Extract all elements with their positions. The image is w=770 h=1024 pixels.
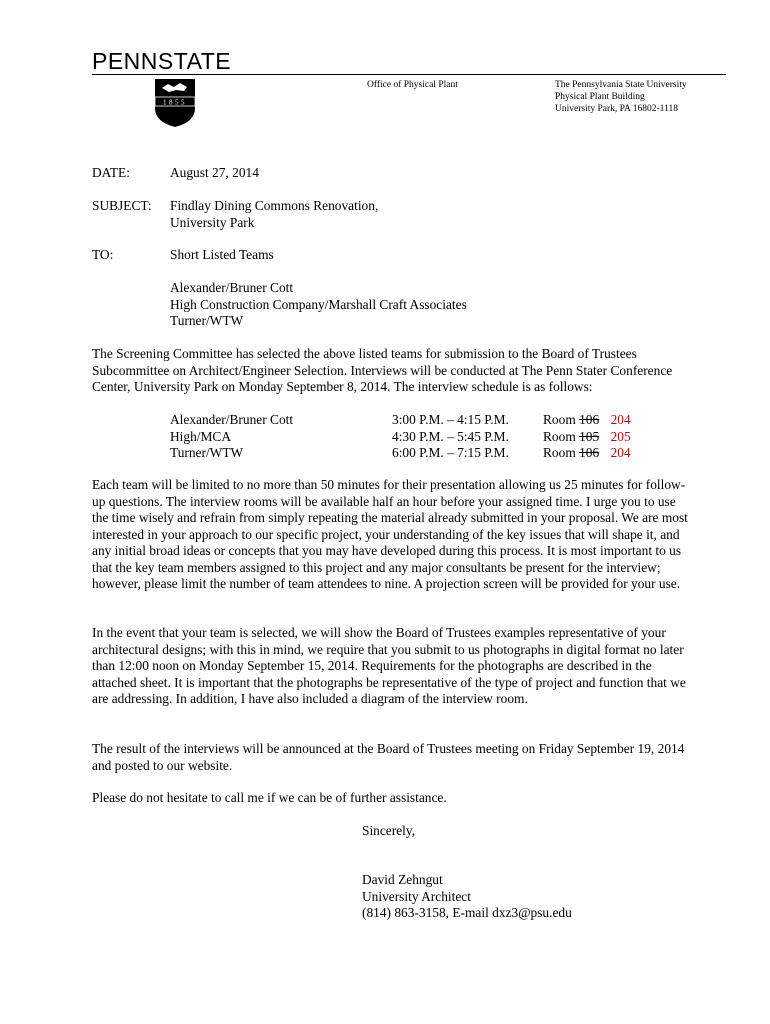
address-line-3: University Park, PA 16802-1118	[555, 104, 678, 114]
results-paragraph: The result of the interviews will be announced at the Board of Trustees meeting on Friday September 19, 2014 and posted to our website.	[92, 741, 685, 773]
date-value: August 27, 2014	[170, 165, 259, 180]
closing: Sincerely,	[362, 823, 416, 838]
new-room-number: 204	[610, 412, 631, 427]
new-room-number: 204	[610, 445, 631, 460]
signature-block	[362, 872, 572, 922]
schedule-room-1	[543, 412, 631, 429]
schedule-time-3: 6:00 P.M. – 7:15 P.M.	[392, 445, 509, 460]
old-room-number: 106	[579, 445, 600, 460]
intro-paragraph: The Screening Committee has selected the above listed teams for submission to the Board of Trustees Subcommittee on Architect/Engineer Selection. Interviews will be conducted at The Penn Stater Conference Center, University Park on Monday September 8, 2014. The interview schedule is as follows:	[92, 346, 673, 394]
schedule-team-1: Alexander/Bruner Cott	[170, 412, 294, 427]
presentation-paragraph: Each team will be limited to no more than 50 minutes for their presentation allowing us 25 minutes for follow-up questions. The interview rooms will be available half an hour before your assigned time. I urge you to use the time wisely and refrain from simply repeating the material already submitted in your proposal. We are most interested in your approach to our specific project, your understanding of the key issues that will shape it, and any initial broad ideas or concepts that you may have developed during this process. It is most important to us that the key team members assigned to this project and any major consultants be present for the interview; however, please limit the number of team attendees to nine. A projection screen will be provided for your use.	[92, 477, 688, 591]
team-item-2: High Construction Company/Marshall Craft Associates	[170, 296, 467, 312]
old-room-number: 105	[579, 428, 600, 444]
penn-state-wordmark: PENNSTATE	[92, 48, 232, 74]
signer-title: University Architect	[362, 888, 471, 904]
date-label: DATE:	[92, 165, 130, 180]
to-label: TO:	[92, 247, 114, 262]
team-item-3: Turner/WTW	[170, 313, 244, 328]
signer-contact: (814) 863-3158, E-mail dxz3@psu.edu	[362, 905, 572, 920]
schedule-room-3	[543, 445, 631, 462]
schedule-team-2: High/MCA	[170, 428, 232, 444]
schedule-time-2: 4:30 P.M. – 5:45 P.M.	[392, 428, 509, 444]
photographs-paragraph: In the event that your team is selected, we will show the Board of Trustees examples representative of your architectural designs; with this in mind, we require that you submit to us photographs in digital format no later than 12:00 noon on Monday September 15, 2014. Requirements for the photographs are described in the attached sheet. It is important that the photographs be representative of the type of project and function that we are addressing. In addition, I have also included a diagram of the interview room.	[92, 625, 686, 706]
header-rule	[92, 74, 726, 75]
university-address	[555, 79, 687, 115]
address-line-1: The Pennsylvania State University	[555, 80, 687, 90]
seal-year: 1855	[163, 98, 187, 107]
team-list	[170, 280, 467, 330]
room-prefix: Room	[543, 445, 576, 460]
schedule-room-2	[543, 429, 631, 446]
subject-line-1: Findlay Dining Commons Renovation,	[170, 198, 379, 213]
room-prefix: Room	[543, 412, 576, 427]
penn-state-seal-icon	[154, 78, 196, 128]
assistance-paragraph: Please do not hesitate to call me if we can be of further assistance.	[92, 790, 447, 805]
subject-label: SUBJECT:	[92, 198, 152, 213]
team-item-1: Alexander/Bruner Cott	[170, 280, 294, 295]
schedule-team-3: Turner/WTW	[170, 445, 244, 460]
subject-value	[170, 198, 378, 231]
address-line-2: Physical Plant Building	[555, 92, 645, 102]
old-room-number: 106	[579, 412, 600, 427]
new-room-number: 205	[610, 428, 631, 444]
to-value: Short Listed Teams	[170, 247, 274, 262]
office-name: Office of Physical Plant	[367, 80, 458, 90]
room-prefix: Room	[543, 428, 576, 444]
signer-name: David Zehngut	[362, 872, 443, 887]
subject-line-2: University Park	[170, 214, 255, 230]
schedule-time-1: 3:00 P.M. – 4:15 P.M.	[392, 412, 509, 427]
